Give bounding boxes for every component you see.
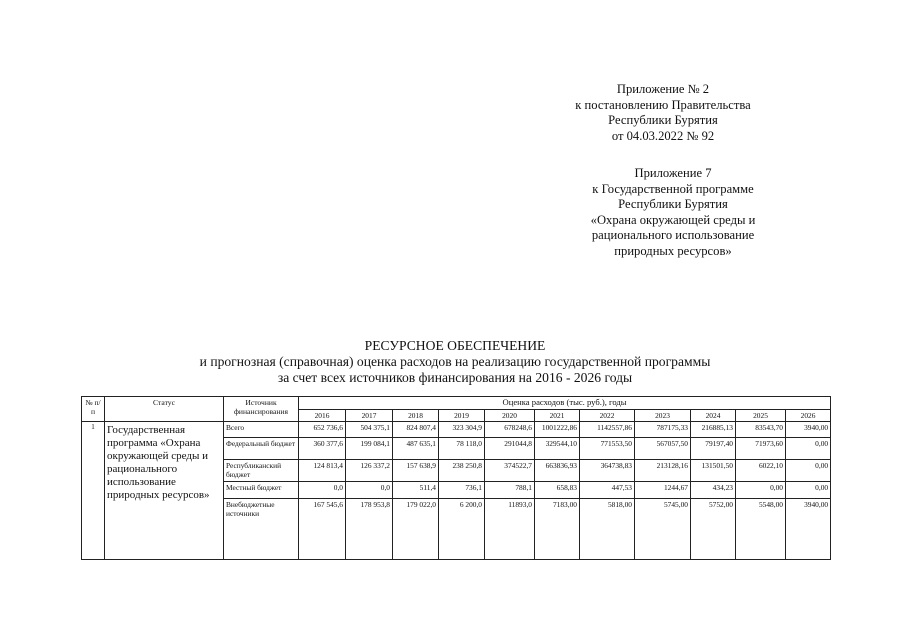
- value-cell: 216885,13: [691, 422, 736, 438]
- value-cell: 1142557,86: [580, 422, 635, 438]
- year-header: 2022: [580, 410, 635, 422]
- document-title: [80, 338, 830, 386]
- value-cell: 511,4: [393, 482, 439, 499]
- value-cell: 771553,50: [580, 438, 635, 460]
- source-name: Внебюджетные источники: [224, 499, 299, 560]
- value-cell: 787175,33: [635, 422, 691, 438]
- value-cell: 71973,60: [736, 438, 786, 460]
- value-cell: 0,00: [736, 482, 786, 499]
- annex-line: Приложение 7: [634, 166, 712, 180]
- value-cell: 6022,10: [736, 460, 786, 482]
- value-cell: 364738,83: [580, 460, 635, 482]
- value-cell: 374522,7: [485, 460, 535, 482]
- row-number: 1: [82, 422, 105, 560]
- value-cell: 658,83: [535, 482, 580, 499]
- title-line: за счет всех источников финансирования на 2016 - 2026 годы: [277, 370, 633, 385]
- value-cell: 83543,70: [736, 422, 786, 438]
- annex-header-resolution: [563, 82, 763, 144]
- annex-line: к постановлению Правительства: [575, 97, 751, 112]
- value-cell: 178 953,8: [346, 499, 393, 560]
- year-header: 2026: [786, 410, 831, 422]
- value-cell: 0,00: [786, 460, 831, 482]
- header-status: Статус: [105, 397, 224, 422]
- table-row: [82, 422, 831, 438]
- value-cell: 788,1: [485, 482, 535, 499]
- annex-line: природных ресурсов»: [614, 243, 732, 258]
- year-header: 2023: [635, 410, 691, 422]
- value-cell: 0,0: [346, 482, 393, 499]
- value-cell: 6 200,0: [439, 499, 485, 560]
- value-cell: 238 250,8: [439, 460, 485, 482]
- value-cell: 487 635,1: [393, 438, 439, 460]
- annex-line: «Охрана окружающей среды и: [590, 212, 756, 227]
- value-cell: 663836,93: [535, 460, 580, 482]
- value-cell: 167 545,6: [299, 499, 346, 560]
- year-header: 2025: [736, 410, 786, 422]
- year-header: 2018: [393, 410, 439, 422]
- value-cell: 323 304,9: [439, 422, 485, 438]
- value-cell: 434,23: [691, 482, 736, 499]
- value-cell: 360 377,6: [299, 438, 346, 460]
- annex-line: Республики Бурятия: [618, 197, 728, 211]
- title-line: РЕСУРСНОЕ ОБЕСПЕЧЕНИЕ: [364, 338, 546, 353]
- resource-table: [81, 396, 831, 560]
- year-header: 2020: [485, 410, 535, 422]
- annex-line: рационального использование: [591, 228, 755, 242]
- value-cell: 213128,16: [635, 460, 691, 482]
- value-cell: 79197,40: [691, 438, 736, 460]
- value-cell: 179 022,0: [393, 499, 439, 560]
- value-cell: 157 638,9: [393, 460, 439, 482]
- year-header: 2019: [439, 410, 485, 422]
- value-cell: 678248,6: [485, 422, 535, 438]
- header-num: № п/п: [82, 397, 105, 422]
- header-estimate: Оценка расходов (тыс. руб.), годы: [299, 397, 831, 410]
- value-cell: 5745,00: [635, 499, 691, 560]
- value-cell: 0,00: [786, 438, 831, 460]
- value-cell: 78 118,0: [439, 438, 485, 460]
- header-source: Источник финансирования: [224, 397, 299, 422]
- value-cell: 736,1: [439, 482, 485, 499]
- value-cell: 124 813,4: [299, 460, 346, 482]
- value-cell: 504 375,1: [346, 422, 393, 438]
- annex-header-program: [568, 166, 778, 259]
- annex-line: Приложение № 2: [616, 82, 710, 96]
- value-cell: 126 337,2: [346, 460, 393, 482]
- value-cell: 0,0: [299, 482, 346, 499]
- value-cell: 291044,8: [485, 438, 535, 460]
- value-cell: 447,53: [580, 482, 635, 499]
- source-name: Федеральный бюджет: [224, 438, 299, 460]
- source-name: Всего: [224, 422, 299, 438]
- value-cell: 3940,00: [786, 422, 831, 438]
- value-cell: 1001222,86: [535, 422, 580, 438]
- value-cell: 567057,50: [635, 438, 691, 460]
- value-cell: 11893,0: [485, 499, 535, 560]
- title-line: и прогнозная (справочная) оценка расходов на реализацию государственной программы: [199, 354, 711, 369]
- annex-line: к Государственной программе: [592, 181, 754, 196]
- value-cell: 824 807,4: [393, 422, 439, 438]
- program-status: Государственная программа «Охрана окружающей среды и рационального использование природных ресурсов»: [105, 422, 224, 560]
- value-cell: 1244,67: [635, 482, 691, 499]
- value-cell: 5548,00: [736, 499, 786, 560]
- annex-line: Республики Бурятия: [608, 113, 718, 127]
- year-header: 2021: [535, 410, 580, 422]
- value-cell: 199 084,1: [346, 438, 393, 460]
- source-name: Местный бюджет: [224, 482, 299, 499]
- value-cell: 131501,50: [691, 460, 736, 482]
- value-cell: 652 736,6: [299, 422, 346, 438]
- value-cell: 0,00: [786, 482, 831, 499]
- value-cell: 5818,00: [580, 499, 635, 560]
- value-cell: 5752,00: [691, 499, 736, 560]
- year-header: 2016: [299, 410, 346, 422]
- annex-line: от 04.03.2022 № 92: [611, 128, 715, 143]
- value-cell: 7183,00: [535, 499, 580, 560]
- value-cell: 3940,00: [786, 499, 831, 560]
- year-header: 2024: [691, 410, 736, 422]
- value-cell: 329544,10: [535, 438, 580, 460]
- source-name: Республиканский бюджет: [224, 460, 299, 482]
- year-header: 2017: [346, 410, 393, 422]
